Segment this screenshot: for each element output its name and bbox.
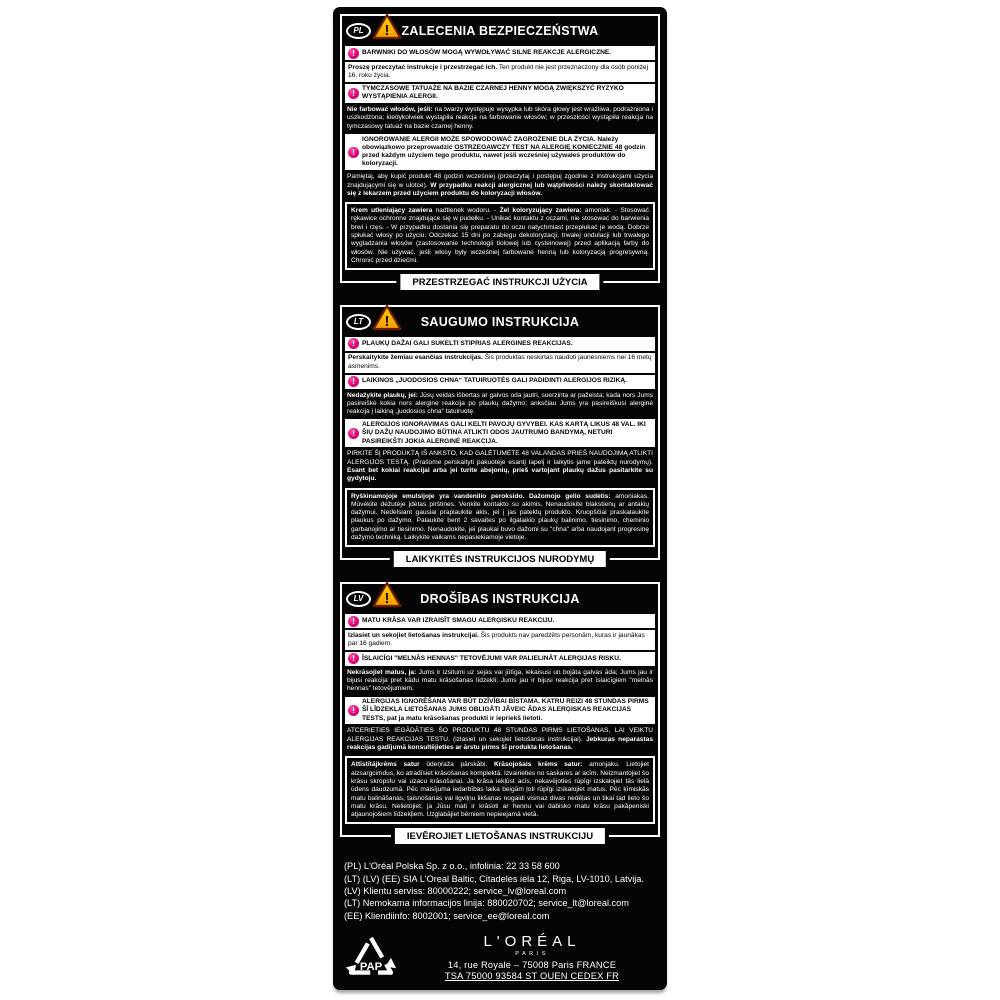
svg-text:!: ! bbox=[384, 312, 390, 330]
safety-text-row bbox=[345, 391, 655, 418]
section-header bbox=[345, 18, 655, 43]
section-header bbox=[345, 309, 655, 334]
alert-exclamation-icon: ! bbox=[348, 338, 359, 349]
row-text: ĪSLAICĪGI "MELNĀS HENNAS" TETOVĒJUMI VAR PALIELINĀT ALERĢIJAS RISKU. bbox=[362, 654, 621, 662]
language-badge-lt: LT bbox=[346, 314, 371, 330]
row-text: Nie farbować włosów, jeśli: na twarzy występuje wysypka lub skóra głowy jest wrażliwa, podrażniona i uszkodzona; kiedykolwiek wystąpiła reakcja na farbowanie włosów; w przeszłości wystąpiła reakcja na tymczasowy tatuaż na bazie czarnej henny. bbox=[347, 106, 653, 130]
safety-text-row bbox=[345, 756, 655, 824]
alert-exclamation-icon: ! bbox=[348, 48, 359, 59]
safety-text-row bbox=[345, 134, 655, 170]
pap-recycling-icon bbox=[345, 933, 397, 981]
alert-exclamation-icon: ! bbox=[348, 653, 359, 664]
alert-exclamation-icon: ! bbox=[348, 147, 359, 158]
alert-exclamation-icon: ! bbox=[348, 705, 359, 716]
safety-text-row bbox=[345, 353, 655, 373]
row-text: Perskaitykite žemiau esančias instrukcijas. Šis produktas neskirtas naudoti jaunesniems nei 16 metų asmenims. bbox=[348, 354, 652, 370]
row-text: Pamiętaj, aby kupić produkt 48 godzin wcześniej (przeczytaj i postępuj zgodnie z instrukcjami użycia znajdującymi się w ulotce). W przypadku reakcji alergicznej lub wątpliwości należy skontaktować się z lekarzem przed użyciem produktu do koloryzacji włosów. bbox=[347, 173, 653, 197]
section-title: SAUGUMO INSTRUKCIJA bbox=[420, 314, 580, 329]
row-text: LAIKINOS „JUODOSIOS CHNA“ TATUIRUOTĖS GALI PADIDINTI ALERGIJOS RIZIKĄ. bbox=[362, 377, 627, 385]
row-text: MATU KRĀSA VAR IZRAISĪT SMAGU ALERĢISKU REAKCIJU. bbox=[362, 616, 555, 624]
safety-text-row bbox=[345, 726, 655, 753]
row-text: Ryškinamojoje emulsijoje yra vandenilio peroksido. Dažomojo gelio sudėtis: amoniakas. Mūvėkite dėžutėje įdėtas pirštines. Venkite kontakto su akimis. Nenaudokite blakstienų ar antakių dažymui. Nedelsiant gausiai praplaukite akis, jei į jas patektų produkto. Kruopščiai praskalaukite plaukus po dažymo. Palaukite bent 2 savaites po ilgalaikio plaukų balinimo, tiesinimo, cheminio garbanojimo ar tiesinimo. Nenaudokite, jei plaukai buvo dažomi su "chna" arba naudojant progresinę dažymo techniką. Laikykite vaikams nepasiekiamoje vietoje. bbox=[351, 492, 649, 542]
brand-logo: L'ORÉAL bbox=[483, 932, 581, 950]
alert-exclamation-icon: ! bbox=[348, 616, 359, 627]
address-line-2: TSA 75000 93584 ST OUEN CEDEX FR bbox=[444, 970, 620, 981]
row-text: ALERGIJOS IGNORAVIMAS GALI KELTI PAVOJŲ GYVYBEI. KAS KARTĄ LIKUS 48 VAL. IKI ŠIŲ DAŽŲ NAUDOJIMO BŪTINA ATLIKTI ODOS JAUTRUMO BANDYMĄ, NETURI PASIREIKŠTI JOKIA ALERGINĖ REAKCIJA. bbox=[362, 420, 646, 445]
safety-text-row bbox=[345, 375, 655, 389]
section-rows bbox=[345, 337, 655, 547]
alert-exclamation-icon: ! bbox=[348, 428, 359, 439]
safety-text-row bbox=[345, 172, 655, 199]
contact-line-baltic: (LT) (LV) (EE) SIA L'Oreal Baltic, Citadeles iela 12, Riga, LV-1010, Latvija. bbox=[344, 873, 644, 884]
safety-text-row bbox=[345, 202, 655, 270]
row-text: IGNOROWANIE ALERGII MOŻE SPOWODOWAĆ ZAGROŻENIE DLA ŻYCIA. Należy obowiązkowo przeprowadzić OSTRZEGAWCZY TEST NA ALERGIĘ KONIECZNIE 48 godzin przed każdym użyciem tego produktu, nawet jeśli wcześniej używałeś produktów do koloryzacji. bbox=[362, 135, 646, 168]
row-text: Nedažykite plaukų, jei: Jūsų veidas išbertas ar galvos oda jautri, suerzinta ar pažeista; kada nors Jums pasireiškė kokia nors alerginė reakcija po plaukų dažymo; anksčiau Jums yra pasireiškusi alerginė reakcija į laikiną „juodosios chna“ tatuiruotę. bbox=[347, 391, 653, 416]
warning-triangle-icon bbox=[372, 13, 402, 40]
alert-exclamation-icon: ! bbox=[348, 376, 359, 387]
safety-text-row bbox=[345, 105, 655, 132]
contact-line-ee: (EE) Kliendiinfo: 8002001; service_ee@loreal.com bbox=[344, 910, 550, 921]
row-text: PIRKITE ŠĮ PRODUKTĄ IŠ ANKSTO, KAD GALĖTUMĖTE 48 VALANDAS PRIEŠ NAUDOJIMĄ ATLIKTI ALERGIJOS TESTĄ. (Prašome perskaityti pakuotėje esantį lapelį ir laikytis jame pateiktų nurodymų). Esant bet kokiai reakcijai arba jei turite abejonių, prieš vartojant plaukų dažus pasitarkite su gydytoju. bbox=[347, 450, 653, 483]
section-title: ZALECENIA BEZPIECZEŃSTWA bbox=[401, 24, 599, 38]
safety-text-row bbox=[345, 62, 655, 82]
svg-text:PAP: PAP bbox=[359, 960, 383, 973]
safety-text-row bbox=[345, 488, 655, 548]
brand-address-block bbox=[407, 933, 657, 981]
row-text: ATCERIETIES IEGĀDĀTIES ŠO PRODUKTU 48 STUNDAS PIRMS LIETOŠANAS, LAI VEIKTU ALERĢIJAS REAKCIJAS TESTU. (izlasiet un sekojiet lietošanas instrukcijai). Jebkuras neparastas reakcijas gadījumā konsultējieties ar ārstu pirms šī produkta lietošanas. bbox=[347, 727, 653, 752]
section-footer-banner: IEVĒROJIET LIETOŠANAS INSTRUKCIJU bbox=[395, 828, 605, 844]
section-polish bbox=[340, 14, 660, 288]
section-rows bbox=[345, 614, 655, 824]
alert-exclamation-icon: ! bbox=[348, 88, 359, 99]
row-text: BARWNIKI DO WŁOSÓW MOGĄ WYWOŁYWAĆ SILNE REAKCJE ALERGICZNE. bbox=[362, 48, 612, 56]
safety-text-row bbox=[345, 337, 655, 351]
warning-triangle-icon bbox=[372, 581, 402, 608]
section-rows bbox=[345, 46, 655, 270]
address-line-1: 14, rue Royale – 75008 Paris FRANCE bbox=[447, 959, 617, 970]
contact-line-lt: (LT) Nemokama informacijos linija: 880020702; service_lt@loreal.com bbox=[344, 898, 629, 909]
safety-text-row bbox=[345, 419, 655, 447]
row-text: ALERĢIJAS IGNORĒŠANA VAR BŪT DZĪVĪBAI BĪSTAMA. KATRU REIZI 48 STUNDAS PIRMS ŠĪ LĪDZEKĻA LIETOŠANAS JUMS OBLIGĀTI JĀVEIC ĀDAS ALERĢISKAS REAKCIJAS TESTS, pat ja matu krāsošanas produkti ir iepriekš lietoti. bbox=[362, 698, 649, 722]
safety-text-row bbox=[345, 614, 655, 628]
language-badge-pl: PL bbox=[346, 23, 371, 39]
section-lithuanian bbox=[340, 305, 660, 565]
row-text: Attīstītājkrēms satur ūdeņraža pārskābi. Krāsojošais krēms satur: amonjaku. Lietojiet aizsargcimdus, ko atradīsiet krāsošanas komplektā. Izvairieties no saskares ar acīm. Neizmantojiet šo krāsu skropstu vai uzacu krāsošanai. Ja krāsa iekļūst acīs, nekavējoties rūpīgi izskalojiet tās lielā ūdens daudzumā. Pēc maisījuma iedarbības laika beigām ļoti rūpīgi izskalojiet matus. Pēc ķīmiskās matu balināšanas, taisnošanas vai ilgviļņu likšanas nogaidi vismaz divas nedēļas un tikai tad lieto šo matu krāsu. Nelietojiet, ja Jūsu mati ir krāsoti ar hennu vai dabisko matu krāsu pakāpeniski atjaunojošiem līdzekļiem. Uzglabājiet bērniem nepieejamā vietā. bbox=[351, 761, 649, 819]
section-footer-banner: PRZESTRZEGAĆ INSTRUKCJI UŻYCIA bbox=[400, 274, 599, 290]
svg-text:!: ! bbox=[384, 590, 390, 608]
contact-line-pl: (PL) L'Oréal Polska Sp. z o.o., infolinia: 22 33 58 600 bbox=[344, 861, 560, 872]
safety-text-row bbox=[345, 652, 655, 666]
section-title: DROŠĪBAS INSTRUKCIJA bbox=[420, 592, 580, 607]
contact-line-lv: (LV) Klientu serviss: 80000222; service_lv@loreal.com bbox=[344, 885, 567, 896]
safety-text-row bbox=[345, 84, 655, 104]
row-text: TYMCZASOWE TATUAŻE NA BAZIE CZARNEJ HENNY MOGĄ ZWIĘKSZYĆ RYZYKO WYSTĄPIENIA ALERGII. bbox=[362, 85, 624, 101]
bottom-brand-block bbox=[339, 931, 661, 984]
row-text: Proszę przeczytać instrukcje i przestrzegać ich. Ten produkt nie jest przeznaczony dla osób poniżej 16. roku życia. bbox=[348, 63, 649, 79]
safety-text-row bbox=[345, 697, 655, 725]
safety-leaflet-label bbox=[333, 7, 667, 990]
safety-text-row bbox=[345, 46, 655, 60]
section-header bbox=[345, 586, 655, 611]
brand-logo-sub: PARIS bbox=[515, 950, 549, 957]
row-text: Krem utleniający zawiera nadtlenek wodoru. - Żel koloryzujący zawiera: amoniak. - Stosować rękawice ochronne znajdujące się w pudełku. - Unikać kontaktu z oczami, nie stosować do barwienia brwi i rzęs. - W przypadku dostania się preparatu do oczu natychmiast przepłukać je wodą. Dobrze spłukać włosy po użyciu. Odczekać 15 dni po zabiegu dekoloryzacji, trwałej ondulacji lub trwałego wygladzania włosów (zastosowanie technologii tiolowej lub cysteinowej) przed aplikacją farby do włosów. Nie używać, jeśli włosy były wcześniej farbowane henną lub koloryzacją progresywną. Chronić przed dziećmi. bbox=[351, 207, 649, 264]
warning-triangle-icon bbox=[372, 304, 402, 331]
safety-text-row bbox=[345, 449, 655, 484]
row-text: PLAUKŲ DAŽAI GALI SUKELTI STIPRIAS ALERGINES REAKCIJAS. bbox=[362, 339, 573, 347]
svg-text:!: ! bbox=[384, 22, 390, 39]
contact-info-block bbox=[339, 859, 661, 922]
row-text: Nekrāsojiet matus, ja: Jums ir izsitumi uz sejas vai jūtīga, iekaisusi un bojāta galvas āda; Jums jau ir bijusi reakcija pret kādu matu krāsošanas līdzekli; Jums jau ir bijusi reakcija pret īslaicīgiem "melnās hennas" tetovējumiem. bbox=[347, 668, 653, 693]
section-footer-banner: LAIKYKITĖS INSTRUKCIJOS NURODYMŲ bbox=[394, 551, 606, 567]
safety-text-row bbox=[345, 630, 655, 650]
language-badge-lv: LV bbox=[346, 591, 371, 607]
row-text: Izlasiet un sekojiet lietošanas instrukcijai. Šis produkts nav paredzēts personām, kuras ir jaunākas par 16 gadiem. bbox=[348, 631, 645, 647]
section-latvian bbox=[340, 582, 660, 842]
safety-text-row bbox=[345, 668, 655, 695]
